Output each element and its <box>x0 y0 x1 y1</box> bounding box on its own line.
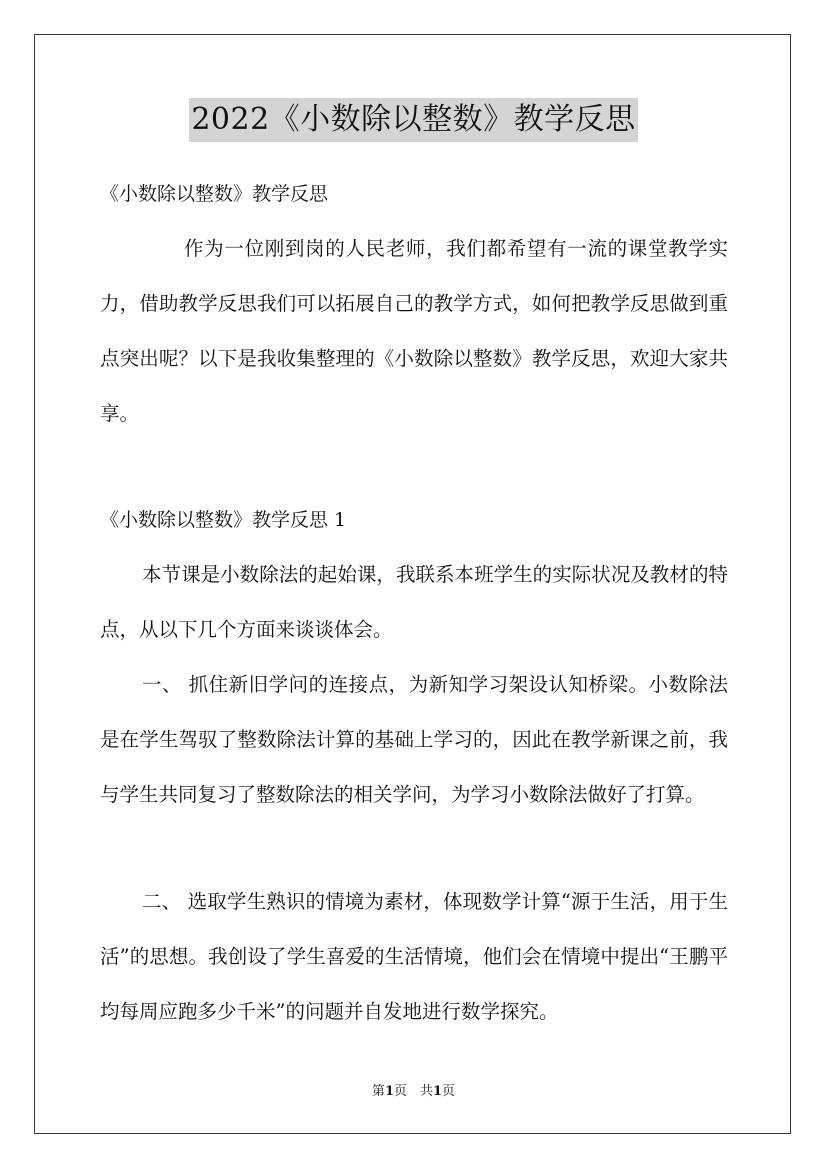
intro-paragraph: 作为一位刚到岗的人民老师，我们都希望有一流的课堂教学实力，借助教学反思我们可以拓展自己的教学方式，如何把教学反思做到重点突出呢？以下是我收集整理的《小数除以整数》教学反思，欢迎大家共享。 <box>100 237 728 425</box>
body-paragraph-1: 本节课是小数除法的起始课，我联系本班学生的实际状况及教材的特点，从以下几个方面来谈谈体会。 <box>100 563 728 641</box>
section-heading: 《小数除以整数》教学反思 1 <box>100 509 347 531</box>
footer-page-number: 1 <box>384 1084 394 1099</box>
body-paragraph-2: 一、 抓住新旧学问的连接点，为新知学习架设认知桥梁。小数除法是在学生驾驭了整数除法计算的基础上学习的，因此在教学新课之前，我与学生共同复习了整数除法的相关学问，为学习小数除法做好了打算。 <box>100 673 728 806</box>
footer-page-prefix: 第 <box>371 1084 385 1099</box>
title-wrap <box>0 98 827 142</box>
page-footer <box>0 1083 827 1101</box>
document-subtitle: 《小数除以整数》教学反思 <box>100 183 329 205</box>
footer-total-number: 1 <box>433 1084 443 1099</box>
footer-page-middle: 页 共 <box>393 1084 433 1099</box>
body-paragraph-3: 二、 选取学生熟识的情境为素材，体现数学计算“源于生活，用于生活”的思想。我创设了学生喜爱的生活情境，他们会在情境中提出“王鹏平均每周应跑多少千米”的问题并自发地进行数学探究。 <box>100 890 728 1023</box>
document-title: 2022《小数除以整数》教学反思 <box>189 98 637 142</box>
footer-total-suffix: 页 <box>442 1084 456 1099</box>
